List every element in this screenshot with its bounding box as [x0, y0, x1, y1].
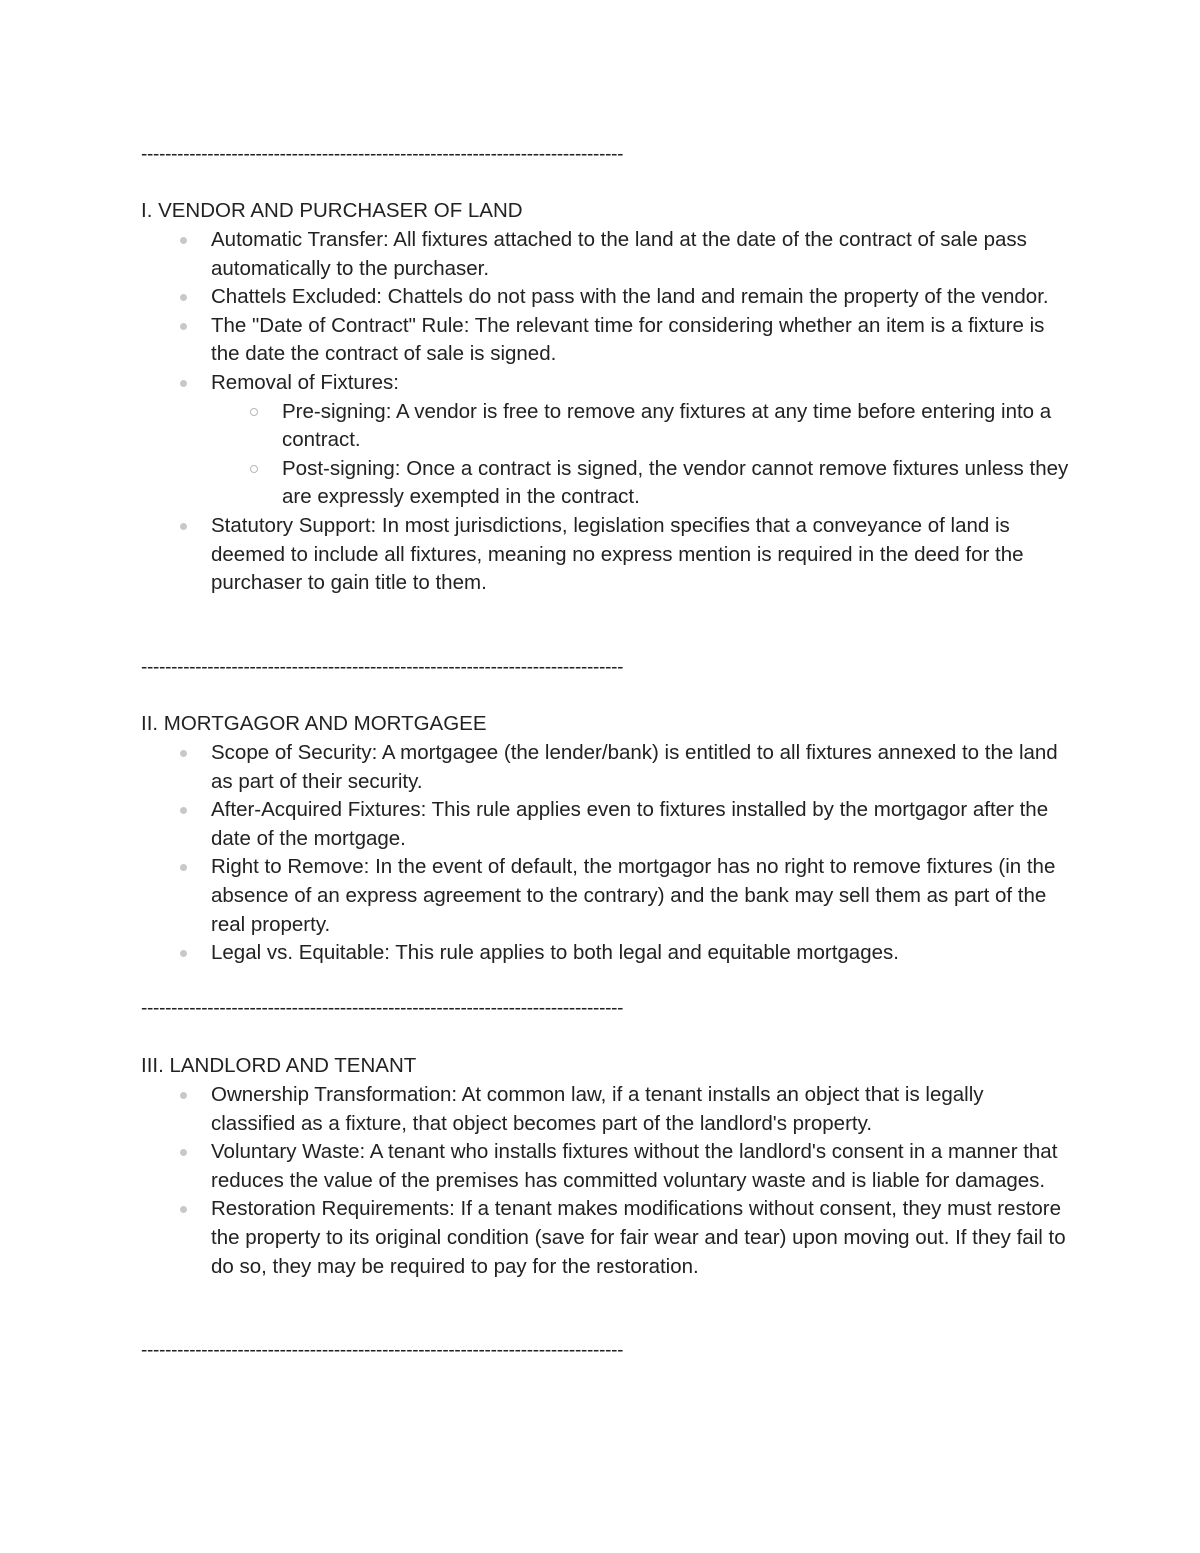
list-item: [211, 226, 1071, 283]
sublist-item: [282, 455, 1071, 512]
list-item: [211, 369, 1071, 512]
bullet-icon: [180, 523, 187, 530]
list-item-text: Right to Remove: In the event of default, the mortgagor has no right to remove fixtures (in the absence of an express agreement to the contrary) and the bank may sell them as part of the real property.: [211, 855, 1056, 936]
list-item: [211, 853, 1071, 939]
bullet-icon: [180, 294, 187, 301]
list-item-text: Scope of Security: A mortgagee (the lender/bank) is entitled to all fixtures annexed to the land as part of their security.: [211, 741, 1058, 793]
section-heading-landlord-tenant: III. LANDLORD AND TENANT: [141, 1054, 417, 1077]
section-divider: --------------------------------------------------------------------------------: [141, 1340, 624, 1361]
list-item-text: Chattels Excluded: Chattels do not pass with the land and remain the property of the vendor.: [211, 285, 1049, 309]
bullet-icon: [180, 950, 187, 957]
sublist: [211, 398, 1071, 512]
sublist-item: [282, 398, 1071, 455]
section-list-vendor-purchaser: [211, 226, 1071, 598]
list-item: [211, 1081, 1071, 1138]
sublist-item-text: Pre-signing: A vendor is free to remove any fixtures at any time before entering into a contract.: [282, 399, 1052, 452]
bullet-icon: [180, 807, 187, 814]
section-heading-mortgagor-mortgagee: II. MORTGAGOR AND MORTGAGEE: [141, 712, 487, 735]
list-item: [211, 1195, 1071, 1281]
list-item: [211, 1138, 1071, 1195]
list-item-text: Removal of Fixtures:: [211, 370, 399, 394]
list-item-text: Ownership Transformation: At common law, if a tenant installs an object that is legally classified as a fixture, that object becomes part of the landlord's property.: [211, 1083, 984, 1135]
list-item-text: Voluntary Waste: A tenant who installs fixtures without the landlord's consent in a manner that reduces the value of the premises has committed voluntary waste and is liable for damages.: [211, 1140, 1058, 1192]
list-item-text: Legal vs. Equitable: This rule applies to both legal and equitable mortgages.: [211, 941, 899, 965]
section-list-landlord-tenant: [211, 1081, 1071, 1281]
list-item: [211, 796, 1071, 853]
bullet-icon: [180, 864, 187, 871]
bullet-icon: [180, 380, 187, 387]
list-item: [211, 512, 1071, 598]
bullet-icon: [180, 323, 187, 330]
list-item-text: The "Date of Contract" Rule: The relevant time for considering whether an item is a fixture is the date the contract of sale is signed.: [211, 313, 1045, 366]
list-item: [211, 939, 1071, 968]
section-divider: --------------------------------------------------------------------------------: [141, 998, 624, 1019]
bullet-icon: [180, 1206, 187, 1213]
list-item-text: After-Acquired Fixtures: This rule applies even to fixtures installed by the mortgagor after the date of the mortgage.: [211, 798, 1049, 850]
list-item: [211, 739, 1071, 796]
bullet-icon: [180, 1149, 187, 1156]
list-item-text: Statutory Support: In most jurisdictions, legislation specifies that a conveyance of land is deemed to include all fixtures, meaning no express mention is required in the deed for the purchaser to gain title to them.: [211, 513, 1024, 595]
sublist-item-text: Post-signing: Once a contract is signed, the vendor cannot remove fixtures unless they are expressly exempted in the contract.: [282, 456, 1069, 509]
hollow-bullet-icon: [250, 465, 258, 473]
list-item-text: Restoration Requirements: If a tenant makes modifications without consent, they must restore the property to its original condition (save for fair wear and tear) upon moving out. If they fail to do so, they may be required to pay for the restoration.: [211, 1197, 1066, 1278]
section-heading-vendor-purchaser: I. VENDOR AND PURCHASER OF LAND: [141, 199, 523, 222]
bullet-icon: [180, 750, 187, 757]
list-item: [211, 312, 1071, 369]
list-item: [211, 283, 1071, 312]
list-item-text: Automatic Transfer: All fixtures attached to the land at the date of the contract of sale pass automatically to the purchaser.: [211, 228, 1027, 280]
section-list-mortgagor-mortgagee: [211, 739, 1071, 968]
hollow-bullet-icon: [250, 408, 258, 416]
bullet-icon: [180, 1092, 187, 1099]
section-divider: --------------------------------------------------------------------------------: [141, 144, 624, 165]
bullet-icon: [180, 237, 187, 244]
section-divider: --------------------------------------------------------------------------------: [141, 657, 624, 678]
